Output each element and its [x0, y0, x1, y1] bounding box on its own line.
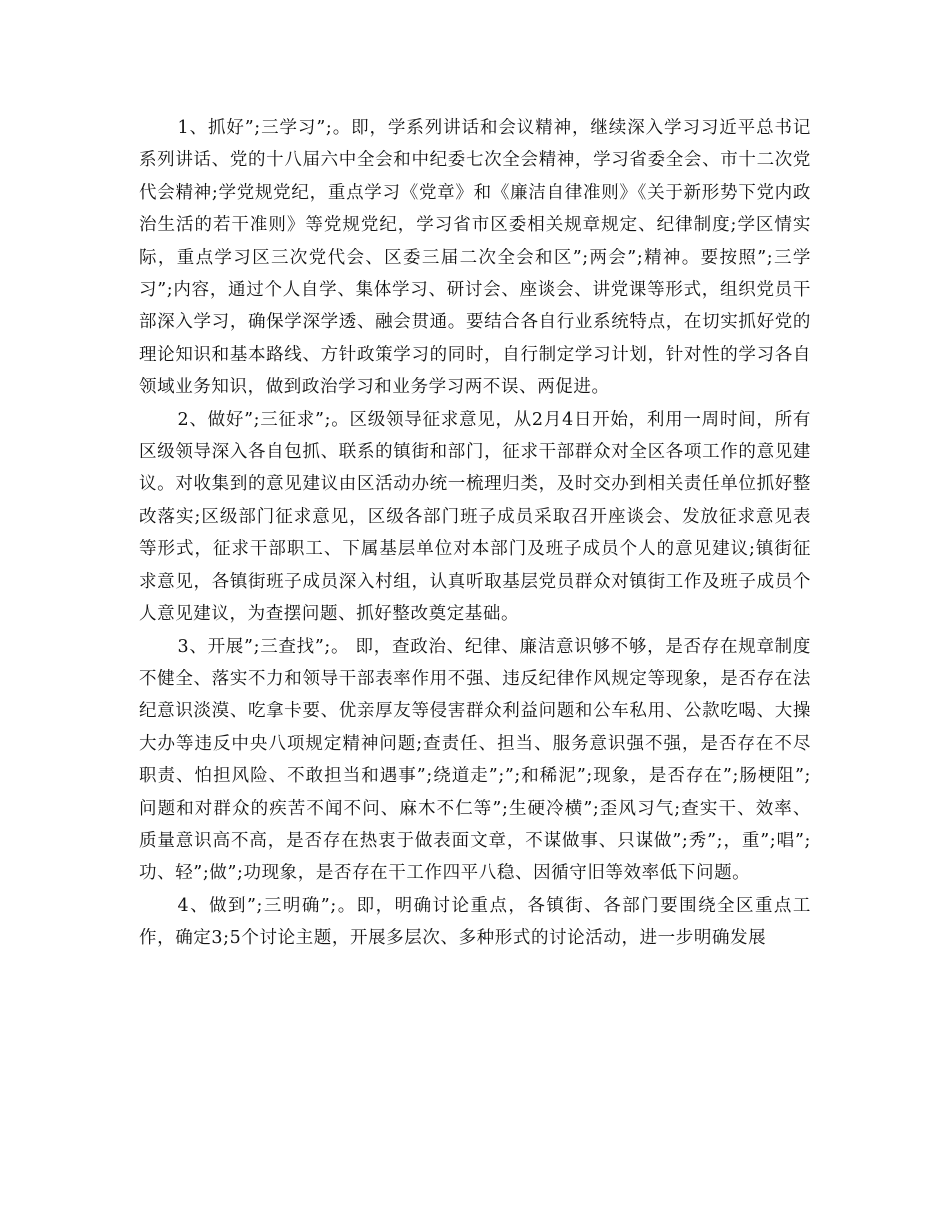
document-body — [139, 112, 811, 955]
paragraph-2: 2、做好”;三征求”;。区级领导征求意见，从2月4日开始，利用一周时间，所有区级领导深入各自包抓、联系的镇街和部门，征求干部群众对全区各项工作的意见建议。对收集到的意见建议由区活动办统一梳理归类，及时交办到相关责任单位抓好整改落实;区级部门征求意见，区级各部门班子成员采取召开座谈会、发放征求意见表等形式，征求干部职工、下属基层单位对本部门及班子成员个人的意见建议;镇街征求意见，各镇街班子成员深入村组，认真听取基层党员群众对镇街工作及班子成员个人意见建议，为查摆问题、抓好整改奠定基础。 — [139, 409, 811, 625]
paragraph-3: 3、开展”;三查找”;。 即，查政治、纪律、廉洁意识够不够，是否存在规章制度不健全、落实不力和领导干部表率作用不强、违反纪律作风规定等现象，是否存在法纪意识淡漠、吃拿卡要、优亲厚友等侵害群众利益问题和公车私用、公款吃喝、大操大办等违反中央八项规定精神问题;查责任、担当、服务意识强不强，是否存在不尽职责、怕担风险、不敢担当和遇事”;绕道走”;”;和稀泥”;现象，是否存在”;肠梗阻”;问题和对群众的疾苦不闻不问、麻木不仁等”;生硬冷横”;歪风习气;查实干、效率、质量意识高不高，是否存在热衷于做表面文章，不谋做事、只谋做”;秀”;，重”;唱”;功、轻”;做”;功现象，是否存在干工作四平八稳、因循守旧等效率低下问题。 — [139, 636, 811, 884]
paragraph-1: 1、抓好”;三学习”;。即，学系列讲话和会议精神，继续深入学习习近平总书记系列讲话、党的十八届六中全会和中纪委七次全会精神，学习省委全会、市十二次党代会精神;学党规党纪，重点学习《党章》和《廉洁自律准则》《关于新形势下党内政治生活的若干准则》等党规党纪，学习省市区委相关规章规定、纪律制度;学区情实际，重点学习区三次党代会、区委三届二次全会和区”;两会”;精神。要按照”;三学习”;内容，通过个人自学、集体学习、研讨会、座谈会、讲党课等形式，组织党员干部深入学习，确保学深学透、融会贯通。要结合各自行业系统特点，在切实抓好党的理论知识和基本路线、方针政策学习的同时，自行制定学习计划，针对性的学习各自领域业务知识，做到政治学习和业务学习两不误、两促进。 — [139, 118, 811, 398]
paragraph-4: 4、做到”;三明确”;。即，明确讨论重点，各镇街、各部门要围绕全区重点工作，确定3;5个讨论主题，开展多层次、多种形式的讨论活动，进一步明确发展 — [139, 895, 811, 949]
